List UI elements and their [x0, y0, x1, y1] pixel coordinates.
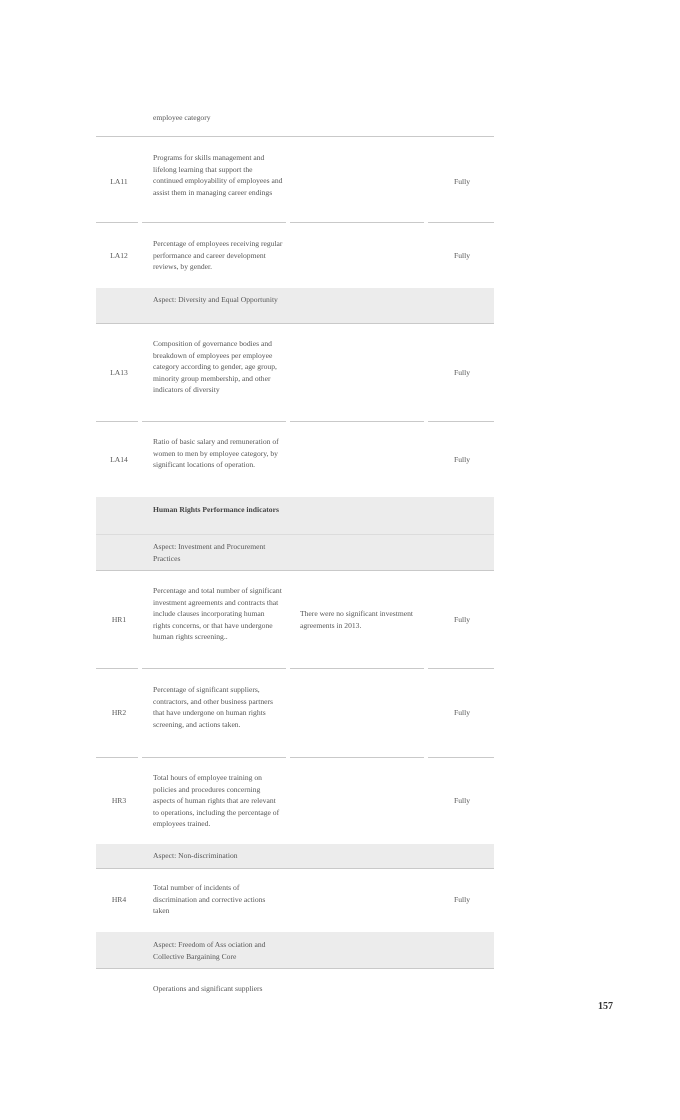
table-row — [96, 669, 494, 758]
indicator-description: Operations and significant suppliers — [153, 984, 263, 993]
aspect-title: Aspect: Investment and Procurement Practices — [153, 542, 266, 563]
aspect-row — [96, 844, 494, 868]
table-row — [96, 570, 494, 669]
row-divider — [96, 534, 494, 535]
indicator-description: Ratio of basic salary and remuneration of women to men by employee category, by significant locations of operation. — [153, 437, 279, 470]
reporting-status: Fully — [453, 708, 471, 717]
indicator-description: Total number of incidents of discrimination and corrective actions taken — [153, 883, 266, 916]
indicator-description: Composition of governance bodies and breakdown of employees per employee category according to gender, age group, minority group membership, and other indicators of diversity — [153, 339, 277, 395]
indicator-description: Percentage and total number of significant investment agreements and contracts that include clauses incorporating human rights concerns, or that have undergone human rights screening.. — [153, 586, 282, 642]
aspect-row — [96, 288, 494, 323]
reporting-status: Fully — [453, 177, 471, 186]
indicator-description: employee category — [153, 113, 211, 122]
aspect-title: Aspect: Freedom of Ass ociation and Collective Bargaining Core — [153, 940, 266, 961]
table-row — [96, 223, 494, 288]
aspect-title: Aspect: Diversity and Equal Opportunity — [153, 295, 278, 304]
section-header-row — [96, 497, 494, 534]
indicator-code: HR1 — [111, 615, 127, 624]
table-row — [96, 136, 494, 223]
aspect-row — [96, 932, 494, 968]
reporting-status: Fully — [453, 615, 471, 624]
reporting-status: Fully — [453, 895, 471, 904]
indicator-description: Total hours of employee training on policies and procedures concerning aspects of human rights that are relevant to operations, including the percentage of employees trained. — [153, 773, 280, 829]
comment: There were no significant investment agreements in 2013. — [300, 609, 414, 630]
reporting-status: Fully — [453, 796, 471, 805]
section-title: Human Rights Performance indicators — [153, 505, 279, 514]
indicator-description: Percentage of significant suppliers, contractors, and other business partners that have undergone on human rights screening, and actions taken. — [153, 685, 273, 729]
reporting-status: Fully — [453, 368, 471, 377]
indicator-code: HR4 — [111, 895, 127, 904]
aspect-row — [96, 534, 494, 570]
indicator-code: HR2 — [111, 708, 127, 717]
table-row — [96, 868, 494, 932]
indicator-code: LA14 — [110, 455, 128, 464]
aspect-title: Aspect: Non-discrimination — [153, 851, 238, 860]
page-number: 157 — [598, 1001, 613, 1012]
gri-index-table — [96, 108, 494, 998]
indicator-code: LA11 — [110, 177, 128, 186]
reporting-status: Fully — [453, 455, 471, 464]
table-row — [96, 422, 494, 497]
indicator-code: LA13 — [110, 368, 128, 377]
indicator-description: Percentage of employees receiving regular performance and career development reviews, by gender. — [153, 239, 283, 272]
table-row — [96, 758, 494, 844]
table-row — [96, 108, 494, 136]
indicator-code: LA12 — [110, 251, 128, 260]
indicator-code: HR3 — [111, 796, 127, 805]
table-row — [96, 323, 494, 422]
reporting-status: Fully — [453, 251, 471, 260]
table-row — [96, 968, 494, 998]
indicator-description: Programs for skills management and lifelong learning that support the continued employability of employees and assist them in managing career endings — [153, 153, 283, 197]
